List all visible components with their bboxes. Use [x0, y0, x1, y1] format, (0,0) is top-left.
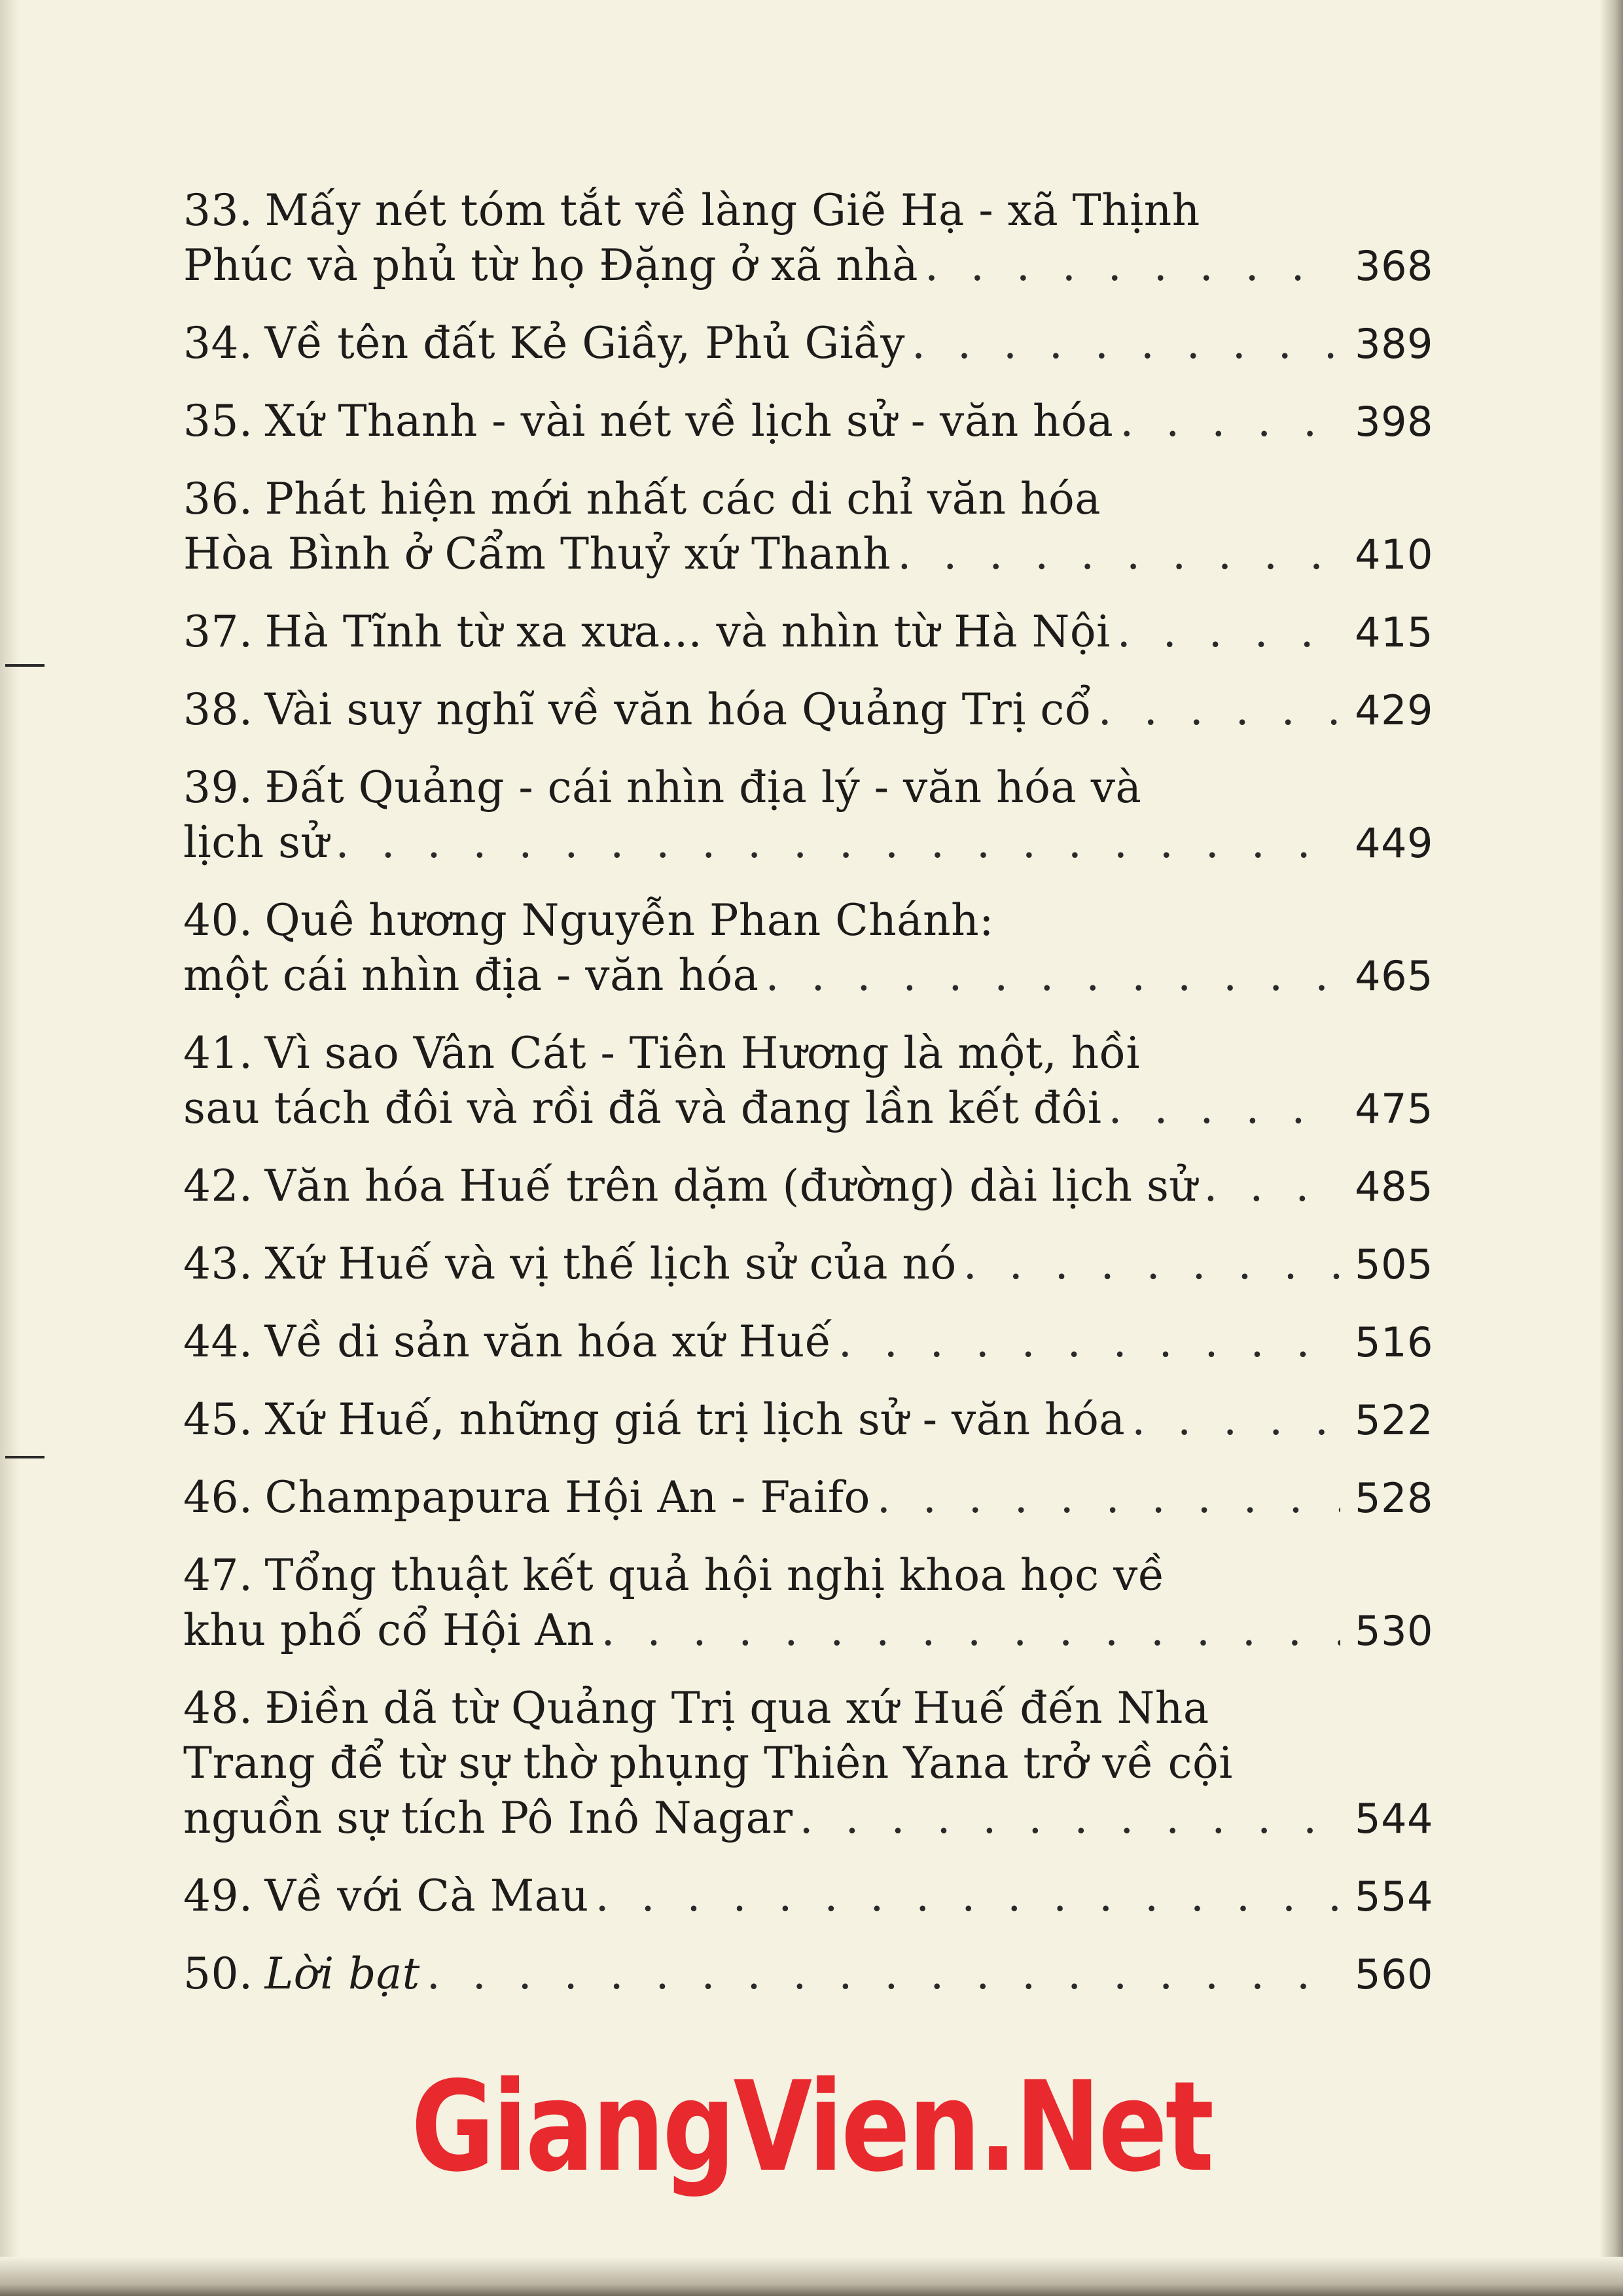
page-number: 398: [1355, 398, 1433, 446]
entry-title-line: Mấy nét tóm tắt về làng Giẽ Hạ - xã Thịnh: [264, 185, 1200, 236]
page-edge-left: [0, 0, 20, 2296]
page-number: 389: [1355, 320, 1433, 368]
page-number: 544: [1355, 1795, 1433, 1843]
dot-leader: [596, 1869, 1340, 1924]
page-number: 516: [1355, 1318, 1433, 1366]
page-number: 449: [1355, 819, 1433, 867]
dot-leader: [427, 1947, 1340, 2002]
entry-title-line: Về di sản văn hóa xứ Huế: [264, 1316, 832, 1367]
dot-leader: [601, 1603, 1340, 1658]
page-number: 465: [1355, 952, 1433, 1000]
toc-entry[interactable]: 33. Mấy nét tóm tắt về làng Giẽ Hạ - xã Thịnh Phúc và phủ từ họ Đặng ở xã nhà . . . 368: [183, 183, 1433, 294]
entry-title-line: Xứ Huế, những giá trị lịch sử - văn hóa: [264, 1394, 1126, 1445]
page-edge-right: [1599, 0, 1623, 2296]
entry-title-line: Văn hóa Huế trên dặm (đường) dài lịch sử: [264, 1161, 1198, 1211]
entry-title-line: Đất Quảng - cái nhìn địa lý - văn hóa và: [264, 762, 1142, 813]
entry-title-line: Champapura Hội An - Faifo: [264, 1472, 870, 1523]
entry-title-line: khu phố cổ Hội An: [183, 1605, 595, 1655]
entry-title-line: Điền dã từ Quảng Trị qua xứ Huế đến Nha: [264, 1683, 1209, 1733]
page-edge-bottom: [0, 2257, 1623, 2296]
toc-entry[interactable]: 42. Văn hóa Huế trên dặm (đường) dài lịch sử . . . 485: [183, 1159, 1433, 1214]
page-number: 530: [1355, 1607, 1433, 1655]
toc-entry[interactable]: 35. Xứ Thanh - vài nét về lịch sử - văn hóa . . . 398: [183, 394, 1433, 450]
dot-leader: [925, 238, 1340, 293]
toc-entry[interactable]: 46. Champapura Hội An - Faifo . . . 528: [183, 1470, 1433, 1526]
dot-leader: [963, 1237, 1340, 1292]
toc-entry[interactable]: 48. Điền dã từ Quảng Trị qua xứ Huế đến Nha Trang để từ sự thờ phụng Thiên Yana trở về cội nguồn sự tích Pô Inô Nagar . . . 544: [183, 1681, 1433, 1846]
page-number: 560: [1355, 1951, 1433, 1998]
entry-title-line: Hòa Bình ở Cẩm Thuỷ xứ Thanh: [183, 529, 891, 579]
entry-title-line: Vì sao Vân Cát - Tiên Hương là một, hồi: [264, 1028, 1141, 1078]
toc-entry[interactable]: 34. Về tên đất Kẻ Giầy, Phủ Giầy . . . 389: [183, 316, 1433, 372]
entry-title-line: Trang để từ sự thờ phụng Thiên Yana trở về cội: [183, 1738, 1233, 1788]
toc-entry[interactable]: 45. Xứ Huế, những giá trị lịch sử - văn hóa . . . 522: [183, 1392, 1433, 1448]
binding-mark: [5, 1456, 45, 1458]
page-number: 522: [1355, 1396, 1433, 1444]
entry-title-line: Tổng thuật kết quả hội nghị khoa học về: [264, 1550, 1165, 1600]
dot-leader: [877, 1470, 1340, 1525]
entry-title-line: lịch sử: [183, 817, 329, 868]
entry-title-line: Lời bạt: [264, 1949, 420, 1999]
entry-title-line: Xứ Huế và vị thế lịch sử của nó: [264, 1239, 957, 1289]
binding-mark: [5, 664, 45, 667]
toc-entry[interactable]: 37. Hà Tĩnh từ xa xưa... và nhìn từ Hà Nội . . . 415: [183, 605, 1433, 660]
dot-leader: [766, 948, 1340, 1003]
entry-title-line: Về với Cà Mau: [264, 1871, 589, 1921]
entry-title-line: Phúc và phủ từ họ Đặng ở xã nhà: [183, 240, 918, 291]
page-number: 485: [1355, 1163, 1433, 1210]
entry-title-line: Vài suy nghĩ về văn hóa Quảng Trị cổ: [264, 684, 1092, 735]
toc-entry[interactable]: 36. Phát hiện mới nhất các di chỉ văn hóa Hòa Bình ở Cẩm Thuỷ xứ Thanh . . . 410: [183, 472, 1433, 582]
toc-entry[interactable]: 43. Xứ Huế và vị thế lịch sử của nó . . . 505: [183, 1237, 1433, 1292]
dot-leader: [912, 316, 1340, 371]
watermark-text: GiangVien.Net: [411, 2055, 1212, 2199]
dot-leader: [1132, 1392, 1340, 1447]
page-number: 429: [1355, 686, 1433, 734]
page-number: 554: [1355, 1873, 1433, 1920]
table-of-contents: [183, 183, 1433, 2024]
entry-title-line: sau tách đôi và rồi đã và đang lần kết đôi: [183, 1083, 1102, 1133]
page-number: 415: [1355, 609, 1433, 656]
dot-leader: [1204, 1159, 1340, 1214]
toc-entry[interactable]: 41. Vì sao Vân Cát - Tiên Hương là một, hồi sau tách đôi và rồi đã và đang lần kết đôi . . . 475: [183, 1026, 1433, 1137]
toc-entry[interactable]: 50. Lời bạt . . . 560: [183, 1947, 1433, 2002]
entry-title-line: Về tên đất Kẻ Giầy, Phủ Giầy: [264, 318, 906, 368]
entry-title-line: Phát hiện mới nhất các di chỉ văn hóa: [264, 474, 1101, 524]
entry-title-line: Hà Tĩnh từ xa xưa... và nhìn từ Hà Nội: [264, 607, 1111, 657]
entry-title-line: Xứ Thanh - vài nét về lịch sử - văn hóa: [264, 396, 1114, 446]
entry-title-line: Quê hương Nguyễn Phan Chánh:: [264, 895, 994, 945]
toc-entry[interactable]: 38. Vài suy nghĩ về văn hóa Quảng Trị cổ . . . 429: [183, 682, 1433, 738]
page-number: 410: [1355, 531, 1433, 578]
page-number: 505: [1355, 1241, 1433, 1288]
page-number: 528: [1355, 1474, 1433, 1522]
toc-entry[interactable]: 49. Về với Cà Mau . . . 554: [183, 1869, 1433, 1924]
page-number: 475: [1355, 1085, 1433, 1133]
entry-title-line: nguồn sự tích Pô Inô Nagar: [183, 1793, 793, 1843]
toc-entry[interactable]: 40. Quê hương Nguyễn Phan Chánh: một cái nhìn địa - văn hóa . . . 465: [183, 893, 1433, 1004]
dot-leader: [336, 815, 1340, 870]
dot-leader: [1098, 682, 1340, 737]
toc-entry[interactable]: 44. Về di sản văn hóa xứ Huế . . . 516: [183, 1315, 1433, 1370]
dot-leader: [800, 1791, 1340, 1846]
dot-leader: [1120, 394, 1340, 449]
dot-leader: [838, 1315, 1340, 1369]
dot-leader: [1109, 1081, 1341, 1136]
page-number: 368: [1355, 242, 1433, 290]
toc-entry[interactable]: 47. Tổng thuật kết quả hội nghị khoa học về khu phố cổ Hội An . . . 530: [183, 1548, 1433, 1659]
dot-leader: [897, 527, 1340, 582]
toc-entry[interactable]: 39. Đất Quảng - cái nhìn địa lý - văn hóa và lịch sử . . . 449: [183, 760, 1433, 871]
entry-title-line: một cái nhìn địa - văn hóa: [183, 950, 759, 1000]
dot-leader: [1117, 605, 1340, 660]
